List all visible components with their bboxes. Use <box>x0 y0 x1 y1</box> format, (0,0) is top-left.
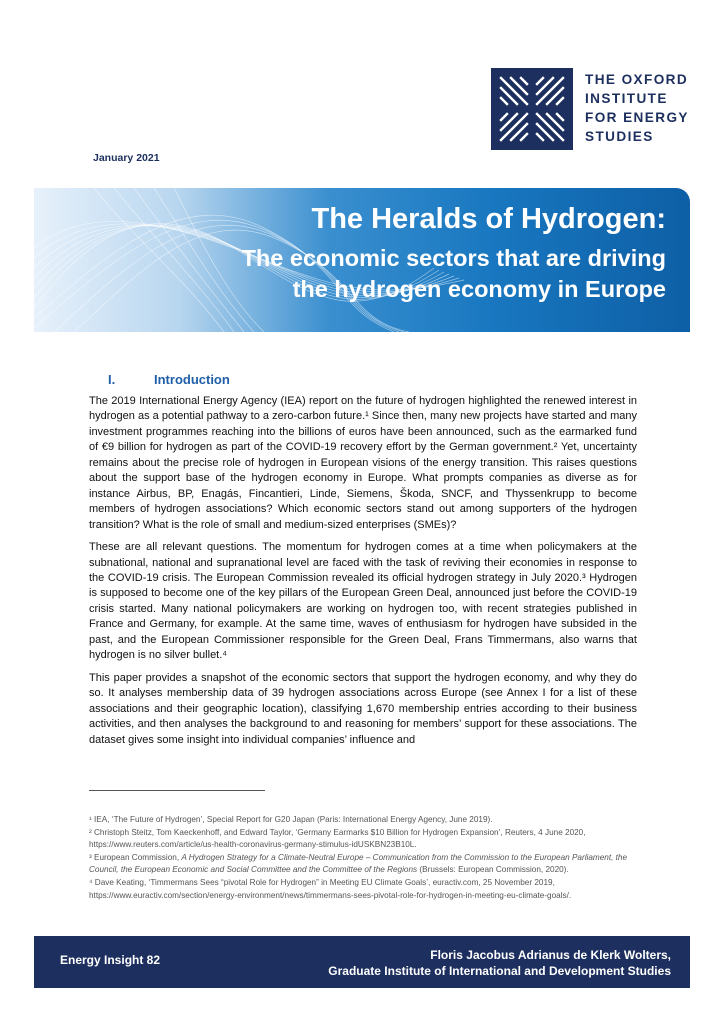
author-block <box>328 947 671 979</box>
institute-line: INSTITUTE <box>585 91 668 106</box>
footnote-4: ⁴ Dave Keating, ‘Timmermans Sees “pivotal Role for Hydrogen” in Meeting EU Climate Goals’, euractiv.com, 25 November 2019, https://www.euractiv.com/section/energy-environment/news/timmermans-sees-pivotal-role-for-hydrogen-in-meeting-eu-climate-goals/. <box>89 877 572 900</box>
subtitle-line: The economic sectors that are driving <box>241 245 666 271</box>
footnote-1: ¹ IEA, ‘The Future of Hydrogen’, Special Report for G20 Japan (Paris: International Energy Agency, June 2019). <box>89 815 493 824</box>
paragraph: This paper provides a snapshot of the economic sectors that support the hydrogen economy, and why they do so. It analyses membership data of 39 hydrogen associations across Europe (see Annex I for a list of these associations and their geographic location), classifying 1,670 membership entries according to their business activities, and then analyses the background to and reasoning for members’ support for these associations. The dataset gives some insight into individual companies’ influence and <box>89 671 637 746</box>
section-number: I. <box>108 372 116 387</box>
footnote-divider <box>89 790 265 791</box>
footnote-3-title: A Hydrogen Strategy for a Climate-Neutral Europe – Communication from the Commission to the European Parliament, the Council, the European Economic and Social Committee and the Committee of the Regions <box>89 852 628 875</box>
subtitle-line: the hydrogen economy in Europe <box>292 276 666 302</box>
author-affiliation: Graduate Institute of International and Development Studies <box>328 964 671 978</box>
section-title: Introduction <box>154 372 230 387</box>
oies-logo-icon <box>491 68 573 150</box>
page-footer <box>34 936 690 988</box>
publication-date: January 2021 <box>93 152 160 164</box>
footnote-3-suffix: (Brussels: European Commission, 2020). <box>417 865 569 875</box>
footnote-2: ² Christoph Steitz, Tom Kaeckenhoff, and Edward Taylor, ‘Germany Earmarks $10 Billion for Hydrogen Expansion’, Reuters, 4 June 2020, https://www.reuters.com/article/us-health-coronavirus-germany-stimulus-idUSKBN23B10L. <box>89 827 586 850</box>
author-name: Floris Jacobus Adrianus de Klerk Wolters, <box>430 948 671 962</box>
body-text <box>89 394 637 755</box>
footnote-3-prefix: ³ European Commission, <box>89 852 182 862</box>
footnote-3 <box>89 852 634 877</box>
footnotes <box>89 814 634 902</box>
paragraph: These are all relevant questions. The momentum for hydrogen comes at a time when policymakers at the subnational, national and supranational level are faced with the task of reviving their economies in response to the COVID-19 crisis. The European Commission revealed its official hydrogen strategy in July 2020.³ Hydrogen is supposed to become one of the key pillars of the European Green Deal, announced just before the COVID-19 crisis started. Many national policymakers are working on hydrogen too, with recent strategies published in France and Germany, for example. At the same time, waves of enthusiasm for hydrogen have subsided in the past, and the European Commissioner responsible for the Green Deal, Frans Timmermans, also warns that hydrogen is no silver bullet.⁴ <box>89 541 637 662</box>
report-title: The Heralds of Hydrogen: <box>311 203 666 235</box>
institute-line: FOR ENERGY <box>585 110 689 125</box>
section-heading <box>108 372 230 387</box>
series-label: Energy Insight 82 <box>60 953 161 967</box>
institute-line: STUDIES <box>585 129 654 144</box>
institute-name <box>585 70 689 146</box>
title-banner <box>34 188 690 332</box>
institute-line: THE OXFORD <box>585 72 689 87</box>
report-subtitle <box>242 243 666 305</box>
paragraph: The 2019 International Energy Agency (IEA) report on the future of hydrogen highlighted the renewed interest in hydrogen as a potential pathway to a zero-carbon future.¹ Since then, many new projects have started and many investment programmes reaching into the billions of euros have been announced, such as the earmarked fund of €9 billion for hydrogen as part of the COVID-19 recovery effort by the German government.² Yet, uncertainty remains about the precise role of hydrogen in European visions of the energy transition. This raises questions about the support base of the hydrogen economy in Europe. What prompts companies as diverse as for instance Airbus, BP, Enagás, Fincantieri, Linde, Siemens, Škoda, SNCF, and Thyssenkrupp to become members of hydrogen associations? Which economic sectors stand out among supporters of the hydrogen transition? What is the role of small and medium-sized enterprises (SMEs)? <box>89 395 637 531</box>
